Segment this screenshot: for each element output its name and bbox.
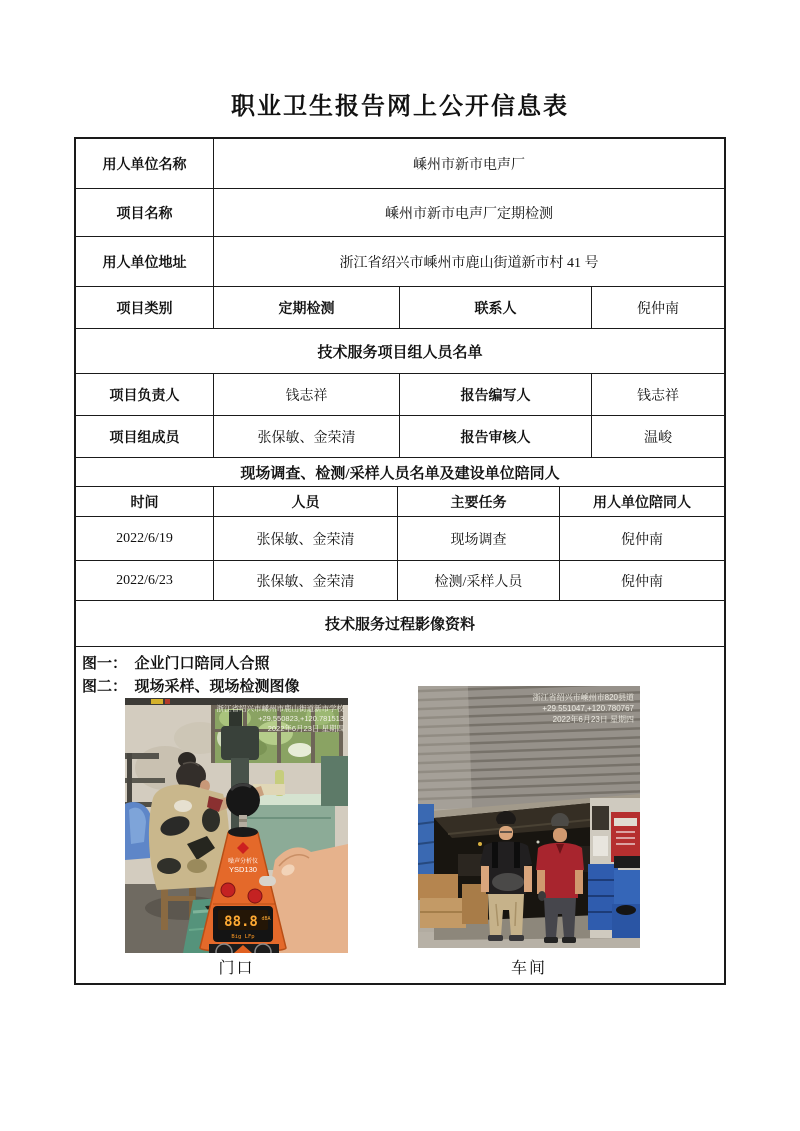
doorway-photo-illustration xyxy=(125,698,348,953)
schedule-escort: 倪仲南 xyxy=(621,574,663,590)
project-category-label: 项目类别 xyxy=(76,287,214,328)
svg-text:+29.551047,+120.780767: +29.551047,+120.780767 xyxy=(542,704,634,713)
leader-value: 钱志祥 xyxy=(214,374,400,415)
svg-text:浙江省绍兴市嵊州市820县道: 浙江省绍兴市嵊州市820县道 xyxy=(532,693,634,702)
table-row xyxy=(76,287,724,329)
table-row xyxy=(76,237,724,287)
media-row xyxy=(76,647,724,983)
photo-doorway-noise-measurement xyxy=(125,698,348,953)
svg-text:噪声分析仪: 噪声分析仪 xyxy=(227,859,259,865)
page-title: 职业卫生报告网上公开信息表 xyxy=(231,94,569,120)
svg-text:2022年6月23日 星期四: 2022年6月23日 星期四 xyxy=(267,724,344,733)
report-table xyxy=(74,137,726,985)
section-header-row xyxy=(76,458,724,487)
svg-text:2022年6月23日 星期四: 2022年6月23日 星期四 xyxy=(552,715,634,724)
figure1-label: 图一： 企业门口陪同人合照 xyxy=(82,656,270,672)
schedule-time: 2022/6/19 xyxy=(76,517,214,560)
section-header-row xyxy=(76,601,724,647)
workshop-photo-illustration xyxy=(418,686,640,948)
employer-address-value: 浙江省绍兴市嵊州市鹿山街道新市村 41 号 xyxy=(339,255,599,271)
figure2-label: 图二： 现场采样、现场检测图像 xyxy=(82,679,300,695)
schedule-row xyxy=(76,517,724,561)
meter-mode-text: Big LFp xyxy=(231,934,255,940)
svg-text:浙江省绍兴市嵊州市鹿山街道新市学校: 浙江省绍兴市嵊州市鹿山街道新市学校 xyxy=(216,704,344,713)
media-section-header: 技术服务过程影像资料 xyxy=(324,617,475,633)
project-name-label: 项目名称 xyxy=(76,189,214,236)
contact-label: 联系人 xyxy=(400,287,592,328)
col-header-time: 时间 xyxy=(76,487,214,516)
section-header-row xyxy=(76,329,724,374)
schedule-staff: 张保敏、金荣清 xyxy=(214,561,398,600)
leader-label: 项目负责人 xyxy=(76,374,214,415)
table-row xyxy=(76,374,724,416)
employer-name-value: 嵊州市新市电声厂 xyxy=(413,157,525,173)
schedule-section-header: 现场调查、检测/采样人员名单及建设单位陪同人 xyxy=(240,465,560,482)
report-writer-label: 报告编写人 xyxy=(400,374,592,415)
schedule-task: 现场调查 xyxy=(398,517,560,560)
svg-text:+29.550823,+120.781513: +29.550823,+120.781513 xyxy=(258,714,344,723)
members-label: 项目组成员 xyxy=(76,416,214,457)
reviewer-value: 温峻 xyxy=(644,430,672,446)
meter-reading-text: 88.8 xyxy=(224,914,258,930)
contact-value: 倪仲南 xyxy=(637,301,679,317)
schedule-row xyxy=(76,561,724,601)
table-row xyxy=(76,189,724,237)
table-row xyxy=(76,139,724,189)
employer-address-label: 用人单位地址 xyxy=(76,237,214,286)
report-writer-value: 钱志祥 xyxy=(637,388,679,404)
col-header-escort: 用人单位陪同人 xyxy=(593,495,691,511)
project-category-value: 定期检测 xyxy=(214,287,400,328)
meter-model-text: YSD130 xyxy=(229,865,257,874)
members-value: 张保敏、金荣清 xyxy=(214,416,400,457)
schedule-time: 2022/6/23 xyxy=(76,561,214,600)
schedule-escort: 倪仲南 xyxy=(621,532,663,548)
photo2-caption: 车间 xyxy=(510,960,547,977)
photo1-caption: 门口 xyxy=(218,960,255,977)
media-cell xyxy=(76,647,724,983)
schedule-task: 检测/采样人员 xyxy=(398,561,560,600)
meter-unit-text: dBA xyxy=(261,916,271,922)
schedule-staff: 张保敏、金荣清 xyxy=(214,517,398,560)
col-header-task: 主要任务 xyxy=(398,487,560,516)
team-section-header: 技术服务项目组人员名单 xyxy=(317,344,483,361)
col-header-staff: 人员 xyxy=(214,487,398,516)
reviewer-label: 报告审核人 xyxy=(400,416,592,457)
schedule-header-row xyxy=(76,487,724,517)
employer-name-label: 用人单位名称 xyxy=(76,139,214,188)
table-row xyxy=(76,416,724,458)
project-name-value: 嵊州市新市电声厂定期检测 xyxy=(385,206,553,222)
photo-workshop-entrance xyxy=(418,686,640,948)
